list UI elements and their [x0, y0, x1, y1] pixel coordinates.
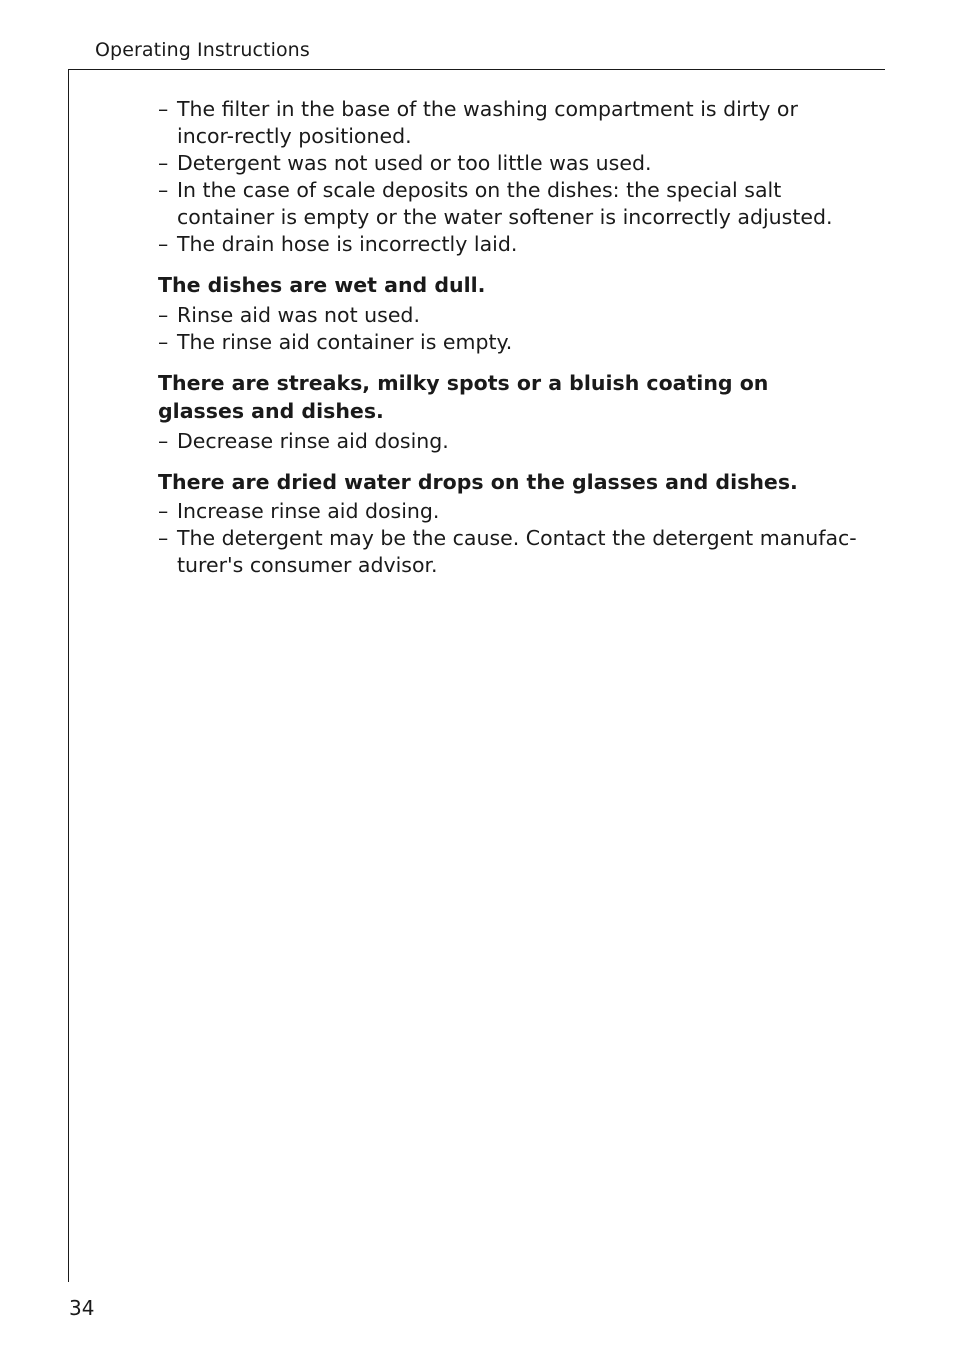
list-item: – The rinse aid container is empty. [158, 329, 513, 354]
section-heading: The dishes are wet and dull. [158, 273, 486, 297]
list-item: – Rinse aid was not used. [158, 302, 420, 327]
list-item: – The detergent may be the cause. Contact the detergent manufac-turer's consumer advisor. [158, 526, 857, 577]
section-list [158, 428, 858, 455]
section-heading: There are streaks, milky spots or a bluish coating on glasses and dishes. [158, 370, 769, 423]
list-item: – The filter in the base of the washing compartment is dirty or incor-rectly positioned. [158, 97, 798, 148]
section-wet-dull [158, 271, 858, 356]
section-water-drops [158, 468, 858, 580]
list-item: – Detergent was not used or too little was used. [158, 151, 652, 175]
list-item: – In the case of scale deposits on the dishes: the special salt container is empty or the water softener is incorrectly adjusted. [158, 178, 833, 229]
header-rule [68, 69, 885, 70]
section-heading: There are dried water drops on the glasses and dishes. [158, 469, 798, 494]
running-header: Operating Instructions [95, 39, 310, 61]
margin-rule [68, 69, 69, 1282]
page-number: 34 [69, 1296, 95, 1320]
section-list [158, 302, 858, 356]
section-streaks [158, 369, 858, 455]
list-item: – The drain hose is incorrectly laid. [158, 232, 518, 256]
intro-list [158, 96, 858, 258]
list-item: – Decrease rinse aid dosing. [158, 428, 449, 453]
section-list [158, 498, 858, 579]
troubleshooting-content [158, 96, 858, 579]
list-item: – Increase rinse aid dosing. [158, 499, 440, 523]
